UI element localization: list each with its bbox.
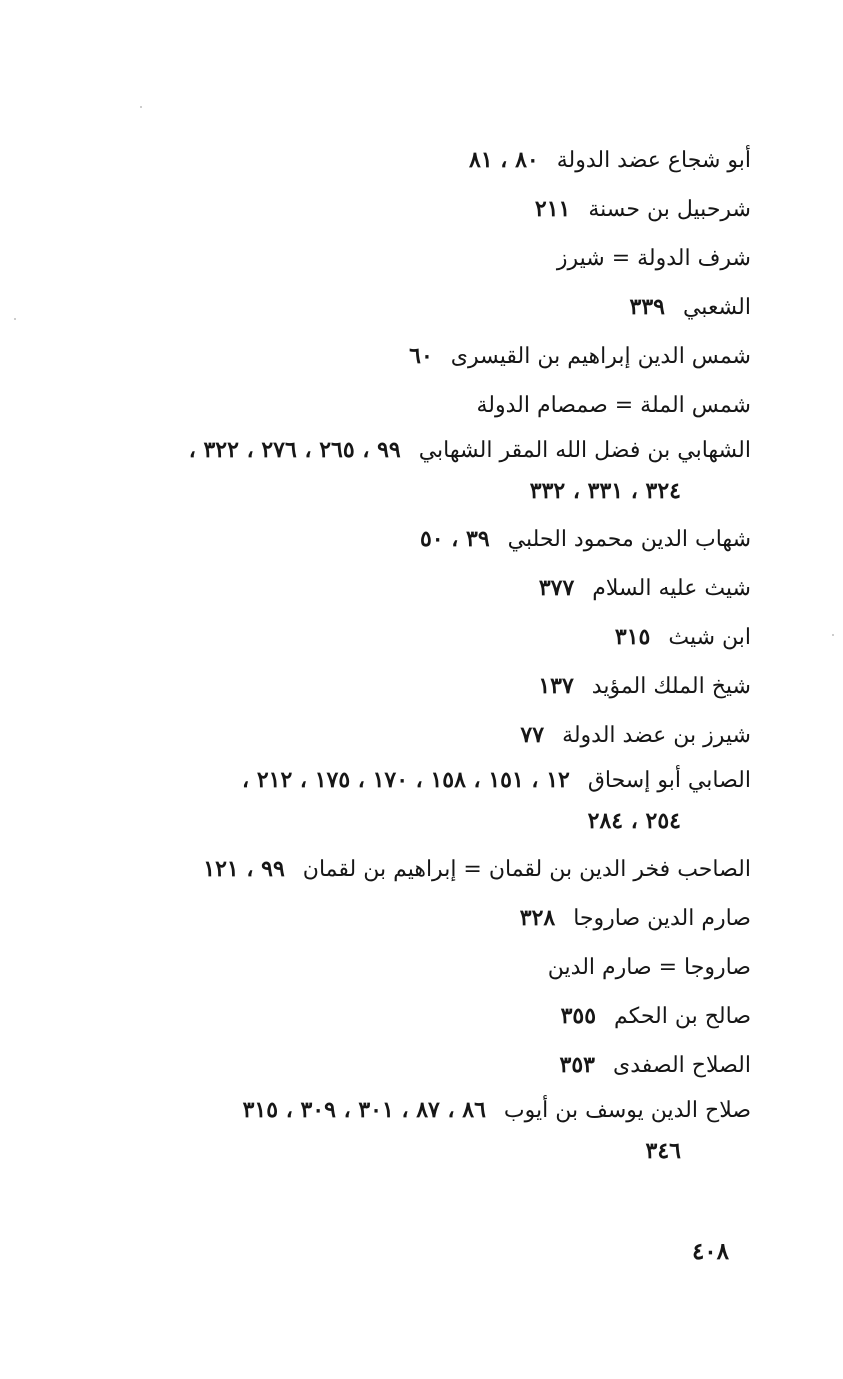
index-entry: [111, 894, 751, 943]
index-entry: [111, 845, 751, 894]
index-entry: [111, 711, 751, 760]
index-entry: [111, 381, 751, 430]
index-entry: [111, 332, 751, 381]
entry-pages-continued: ٢٥٤ ، ٢٨٤: [587, 808, 681, 834]
entry-pages: ٩٩ ، ٢٦٥ ، ٢٧٦ ، ٣٢٢ ،: [188, 437, 401, 463]
entry-name: شهاب الدين محمود الحلبي: [507, 527, 751, 552]
entry-name: صارم الدين صاروجا: [573, 906, 751, 931]
entry-name: صاروجا = صارم الدين: [547, 955, 751, 980]
entry-name: صلاح الدين يوسف بن أيوب: [503, 1098, 751, 1123]
entry-name: شمس الدين إبراهيم بن القيسرى: [450, 344, 751, 369]
entry-pages: ٦٠: [409, 343, 433, 369]
entry-name: شيرز بن عضد الدولة: [562, 723, 751, 748]
entry-pages: ٣٣٩: [629, 294, 665, 320]
entry-pages: ١٢ ، ١٥١ ، ١٥٨ ، ١٧٠ ، ١٧٥ ، ٢١٢ ،: [242, 767, 570, 793]
page-number: ٤٠٨: [691, 1238, 729, 1265]
entry-pages: ٨٦ ، ٨٧ ، ٣٠١ ، ٣٠٩ ، ٣١٥: [242, 1097, 486, 1123]
entry-name: صالح بن الحكم: [614, 1004, 751, 1029]
index-entry: [111, 943, 751, 992]
entry-pages: ٣٢٨: [519, 905, 556, 931]
index-entry: [111, 515, 751, 564]
index-entry: [111, 430, 751, 511]
entry-pages-continued: ٣٢٤ ، ٣٣١ ، ٣٣٢: [529, 478, 681, 504]
index-entry: [111, 564, 751, 613]
entry-name: الشهابي بن فضل الله المقر الشهابي: [418, 438, 751, 463]
entry-pages-continued: ٣٤٦: [645, 1138, 681, 1164]
index-entry: [111, 613, 751, 662]
paper-speck: [14, 318, 16, 320]
entry-pages: ٣١٥: [614, 624, 651, 650]
entry-name: ابن شيث: [668, 625, 751, 650]
index-entry: [111, 760, 751, 841]
paper-speck: [140, 106, 142, 108]
index-entry: [111, 283, 751, 332]
index-entry: [111, 136, 751, 185]
index-entry: [111, 662, 751, 711]
index-entry: [111, 185, 751, 234]
entry-pages: ٣٧٧: [538, 575, 575, 601]
entry-name: الشعبي: [682, 295, 751, 320]
entry-name: الصلاح الصفدى: [612, 1053, 751, 1078]
entry-name: شرحبيل بن حسنة: [588, 197, 751, 222]
entry-name: الصابي أبو إسحاق: [587, 768, 751, 793]
paper-speck: [832, 634, 834, 636]
index-entry: [111, 992, 751, 1041]
index-entry: [111, 1041, 751, 1090]
entry-pages: ٧٧: [520, 722, 545, 748]
entry-name: شمس الملة = صمصام الدولة: [476, 393, 751, 418]
entry-name: شيث عليه السلام: [592, 576, 751, 601]
entry-name: أبو شجاع عضد الدولة: [556, 148, 751, 173]
index-entry: [111, 1090, 751, 1171]
index-list: [111, 136, 751, 1175]
entry-pages: ١٣٧: [538, 673, 574, 699]
entry-pages: ٣٥٥: [560, 1003, 597, 1029]
entry-name: شيخ الملك المؤيد: [591, 674, 751, 699]
entry-pages: ٣٥٣: [559, 1052, 595, 1078]
entry-pages: ٣٩ ، ٥٠: [419, 526, 490, 552]
entry-pages: ٨٠ ، ٨١: [469, 147, 539, 173]
entry-pages: ٢١١: [534, 196, 571, 222]
entry-name: شرف الدولة = شيرز: [556, 246, 751, 271]
entry-name: الصاحب فخر الدين بن لقمان = إبراهيم بن لقمان: [302, 857, 751, 882]
index-entry: [111, 234, 751, 283]
entry-pages: ٩٩ ، ١٢١: [203, 856, 285, 882]
